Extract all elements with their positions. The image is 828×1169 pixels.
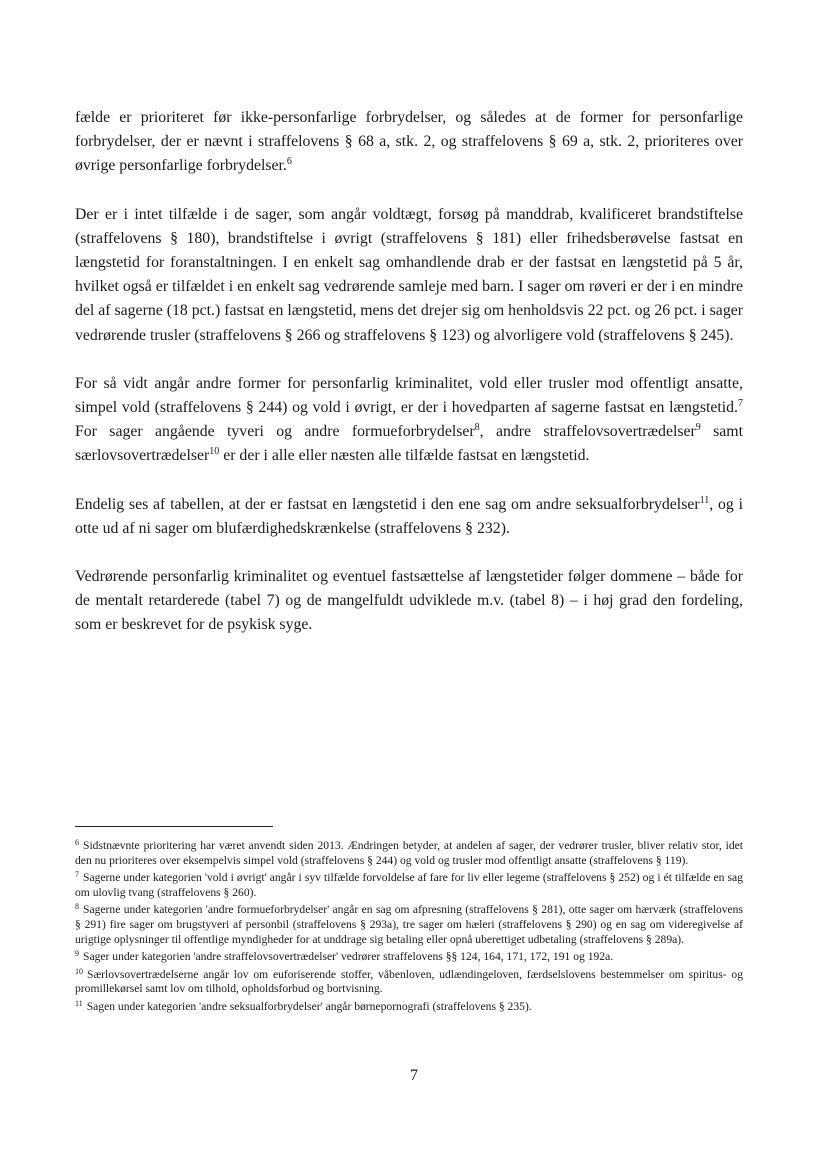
paragraph-4-text-1: Endelig ses af tabellen, at der er fastsat en længstetid i den ene sag om andre seksualforbrydelser (75, 495, 700, 513)
footnote-number: 6 (75, 838, 79, 847)
main-text (75, 106, 743, 662)
paragraph-3 (75, 372, 743, 469)
footnotes (75, 826, 743, 1018)
paragraph-3-text-1: For så vidt angår andre former for personfarlig kriminalitet, vold eller trusler mod offentligt ansatte, simpel vold (straffelovens § 244) og vold i øvrigt, er der i hovedparten af sagerne fastsat en længstetid. (75, 374, 743, 417)
paragraph-3-text-4: samt særlovsovertrædelser (75, 423, 743, 465)
footnote-number: 10 (75, 966, 83, 976)
paragraph-1-text: fælde er prioriteret før ikke-personfarlige forbrydelser, og således at de former for personfarlige forbrydelser, der er nævnt i straffelovens § 68 a, stk. 2, og straffelovens § 69 a, stk. 2, prioriteres over øvrige personfarlige forbrydelser. (75, 109, 743, 175)
footnote-8 (75, 903, 743, 947)
footnote-7 (75, 871, 743, 900)
paragraph-3-text-3: , andre straffelovsovertrædelser (479, 423, 696, 441)
footnote-ref-7[interactable]: 7 (738, 398, 743, 410)
footnote-text: Særlovsovertrædelserne angår lov om euforiserende stoffer, våbenloven, udlændingeloven, færdselslovens bestemmelser om spiritus- og promillekørsel samt lov om tilhold, opholdsforbud og bortvisning. (75, 967, 743, 996)
footnote-ref-6[interactable]: 6 (286, 156, 292, 168)
footnote-number: 7 (75, 870, 79, 880)
footnote-number: 8 (75, 902, 79, 912)
footnote-ref-9[interactable]: 9 (695, 422, 701, 434)
paragraph-1 (75, 106, 743, 179)
footnote-text: Sagerne under kategorien 'vold i øvrigt' angår i syv tilfælde forvoldelse af fare for liv eller legeme (straffelovens § 252) og i ét tilfælde en sag om ulovlig tvang (straffelovens § 260). (75, 871, 743, 899)
footnote-text: Sagerne under kategorien 'andre formueforbrydelser' angår en sag om afpresning (straffelovens § 281), otte sager om hærværk (straffelovens § 291) fire sager om brugstyveri af personbil (straffelovens § 293a), tre sager om hæleri (straffelovens § 290) og en sag om videregivelse af urigtige oplysninger til offentlige myndigheder for at unddrage sig betaling eller opnå uberettiget udbetaling (straffelovens § 289a). (75, 903, 743, 946)
page-number: 7 (410, 1067, 418, 1084)
footnote-9 (75, 950, 743, 965)
footnote-ref-10[interactable]: 10 (209, 446, 220, 458)
paragraph-3-text-5: er der i alle eller næsten alle tilfælde fastsat en længstetid. (219, 447, 590, 465)
footnote-ref-11[interactable]: 11 (699, 494, 710, 506)
footnote-6 (75, 839, 743, 868)
paragraph-4-text-2: , og i otte ud af ni sager om blufærdighedskrænkelse (straffelovens § 232). (75, 495, 743, 537)
footnote-11 (75, 1000, 743, 1015)
footnote-text: Sager under kategorien 'andre straffelovsovertrædelser' vedrører straffelovens §§ 124, 164, 171, 172, 191 og 192a. (83, 950, 614, 964)
footnote-text: Sidstnævnte prioritering har været anvendt siden 2013. Ændringen betyder, at andelen af sager, der vedrører trusler, bliver relativ stor, idet den nu prioriteres over eksempelvis simpel vold (straffelovens § 244) og vold og trusler mod offentligt ansatte (straffelovens § 119). (75, 839, 743, 867)
paragraph-2: Der er i intet tilfælde i de sager, som angår voldtægt, forsøg på manddrab, kvalificeret brandstiftelse (straffelovens § 180), brandstiftelse i øvrigt (straffelovens § 181) eller frihedsberøvelse fastsat en længstetid for foranstaltningen. I en enkelt sag omhandlende drab er der fastsat en længstetid på 5 år, hvilket også er tilfældet i en enkelt sag vedrørende samleje med barn. I sager om røveri er der i en mindre del af sagerne (18 pct.) fastsat en længstetid, mens det drejer sig om henholdsvis 22 pct. og 26 pct. i sager vedrørende trusler (straffelovens § 266 og straffelovens § 123) og alvorligere vold (straffelovens § 245). (75, 205, 743, 344)
paragraph-3-text-2: For sager angående tyveri og andre formueforbrydelser (75, 423, 475, 441)
footnote-separator (75, 826, 273, 827)
footnote-number: 11 (75, 998, 83, 1008)
footnote-number: 9 (75, 949, 79, 959)
paragraph-4 (75, 493, 743, 541)
paragraph-5: Vedrørende personfarlig kriminalitet og eventuel fastsættelse af længstetider følger dommene – både for de mentalt retarderede (tabel 7) og de mangelfuldt udviklede m.v. (tabel 8) – i høj grad den fordeling, som er beskrevet for de psykisk syge. (75, 568, 743, 634)
footnote-text: Sagen under kategorien 'andre seksualforbrydelser' angår børnepornografi (straffelovens § 235). (86, 999, 532, 1013)
footnote-10 (75, 968, 743, 997)
footnote-ref-8[interactable]: 8 (474, 422, 480, 434)
